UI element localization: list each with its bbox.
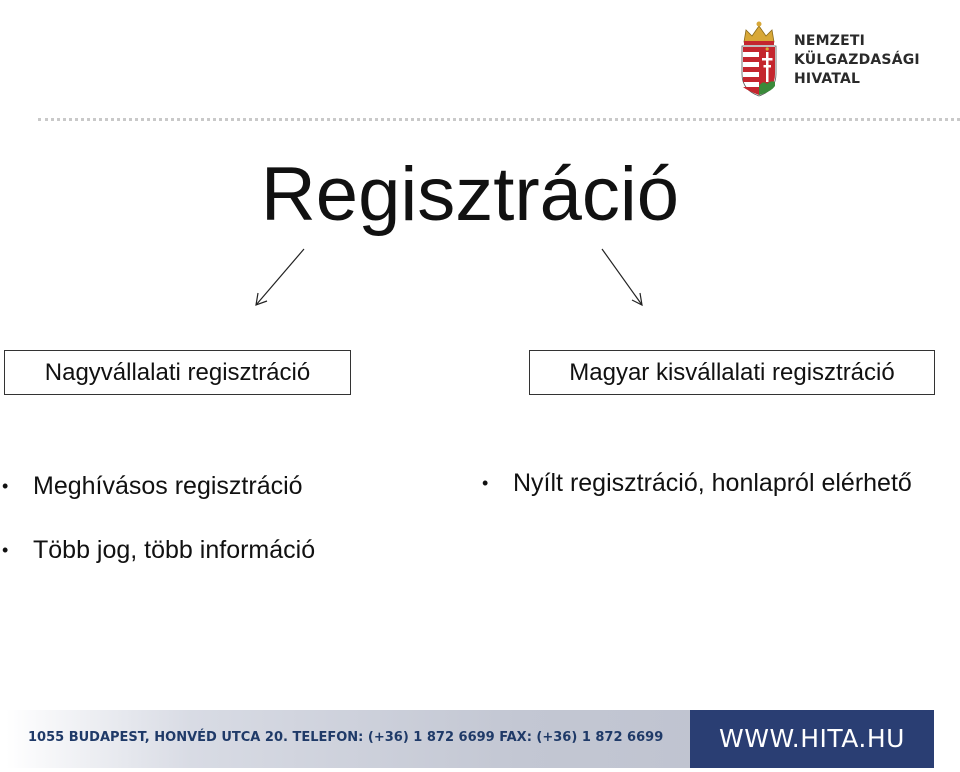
bullet-icon: • — [482, 473, 489, 493]
website-link[interactable]: WWW.HITA.HU — [690, 710, 934, 768]
logo-line-3: HIVATAL — [794, 71, 861, 87]
right-arrow-icon — [602, 249, 642, 305]
list-item — [0, 532, 315, 596]
small-company-registration-box: Magyar kisvállalati regisztráció — [529, 350, 935, 395]
footer-address: 1055 BUDAPEST, HONVÉD UTCA 20. TELEFON: (+36) 1 872 6699 FAX: (+36) 1 872 6699 — [28, 730, 664, 745]
bullet-icon: • — [2, 476, 9, 496]
list-item — [480, 465, 912, 501]
bullet-icon: • — [2, 540, 9, 560]
list-item — [0, 468, 315, 532]
logo-line-1: NEMZETI — [794, 33, 866, 49]
left-arrow-icon — [256, 249, 304, 305]
right-bullet-list — [480, 465, 912, 501]
large-company-registration-box: Nagyvállalati regisztráció — [4, 350, 351, 395]
bullet-text: Több jog, több információ — [33, 536, 316, 564]
bullet-text: Meghívásos regisztráció — [33, 472, 303, 500]
left-bullet-list — [0, 468, 315, 596]
footer-bar — [6, 710, 934, 768]
logo-line-2: KÜLGAZDASÁGI — [794, 52, 920, 68]
bullet-text: Nyílt regisztráció, honlapról elérhető — [513, 469, 912, 497]
slide-title: Regisztráció — [260, 152, 680, 237]
